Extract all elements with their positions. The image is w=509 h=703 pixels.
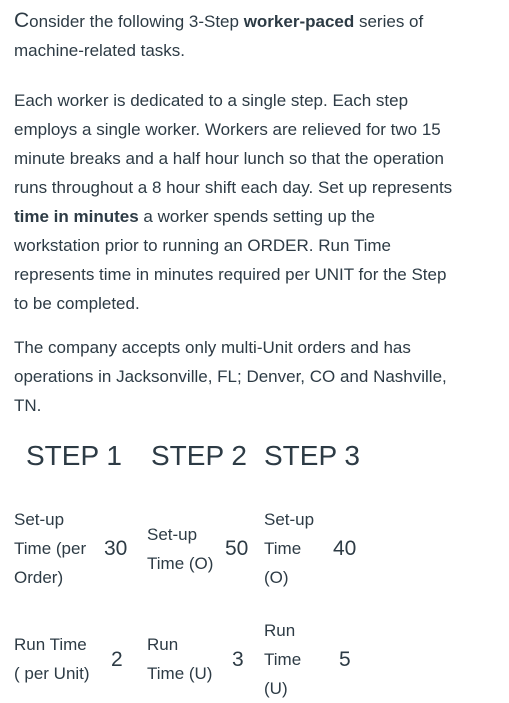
step-2-run-label: Run Time (U) xyxy=(147,635,213,683)
description-line: employs a single worker. Workers are relieved for two 15 xyxy=(14,120,441,139)
intro-text: onsider the following 3-Step xyxy=(29,12,244,31)
intro-paragraph xyxy=(14,6,504,65)
description-line: minute breaks and a half hour lunch so that the operation xyxy=(14,149,445,168)
step-3-run-label: Run Time (U) xyxy=(264,621,302,698)
company-line: TN. xyxy=(14,396,42,415)
description-bold: time in minutes xyxy=(14,207,139,226)
description-line: Each worker is dedicated to a single step. Each step xyxy=(14,91,409,110)
intro-bold: worker-paced xyxy=(243,12,355,31)
step-2-run-value: 3 xyxy=(232,648,244,671)
step-2-header: STEP 2 xyxy=(151,440,247,471)
intro-text-end: series of xyxy=(354,12,424,31)
step-3-setup-label: Set-up Time (O) xyxy=(264,510,315,587)
step-1-run-value: 2 xyxy=(111,648,123,671)
step-3-header: STEP 3 xyxy=(264,440,360,471)
step-1-setup-value: 30 xyxy=(104,537,128,560)
description-line: to be completed. xyxy=(14,294,140,313)
intro-line-2: machine-related tasks. xyxy=(14,41,186,60)
company-paragraph xyxy=(14,333,504,420)
step-3-run-value: 5 xyxy=(339,648,351,671)
company-line: operations in Jacksonville, FL; Denver, CO and Nashville, xyxy=(14,367,447,386)
step-2-setup-label: Set-up Time (O) xyxy=(147,525,214,573)
description-paragraph xyxy=(14,86,504,318)
company-line: The company accepts only multi-Unit orders and has xyxy=(14,338,411,357)
step-1-run-label: Run Time ( per Unit) xyxy=(14,635,90,683)
step-2-setup-value: 50 xyxy=(225,537,249,560)
step-1-header: STEP 1 xyxy=(26,440,122,471)
description-line: runs throughout a 8 hour shift each day. Set up represents xyxy=(14,178,453,197)
step-1-setup-label: Set-up Time (per Order) xyxy=(14,510,87,587)
description-line: workstation prior to running an ORDER. Run Time xyxy=(14,236,391,255)
step-3-setup-value: 40 xyxy=(333,537,357,560)
description-line: a worker spends setting up the xyxy=(138,207,375,226)
description-line: represents time in minutes required per UNIT for the Step xyxy=(14,265,447,284)
intro-first-letter: C xyxy=(14,9,30,32)
